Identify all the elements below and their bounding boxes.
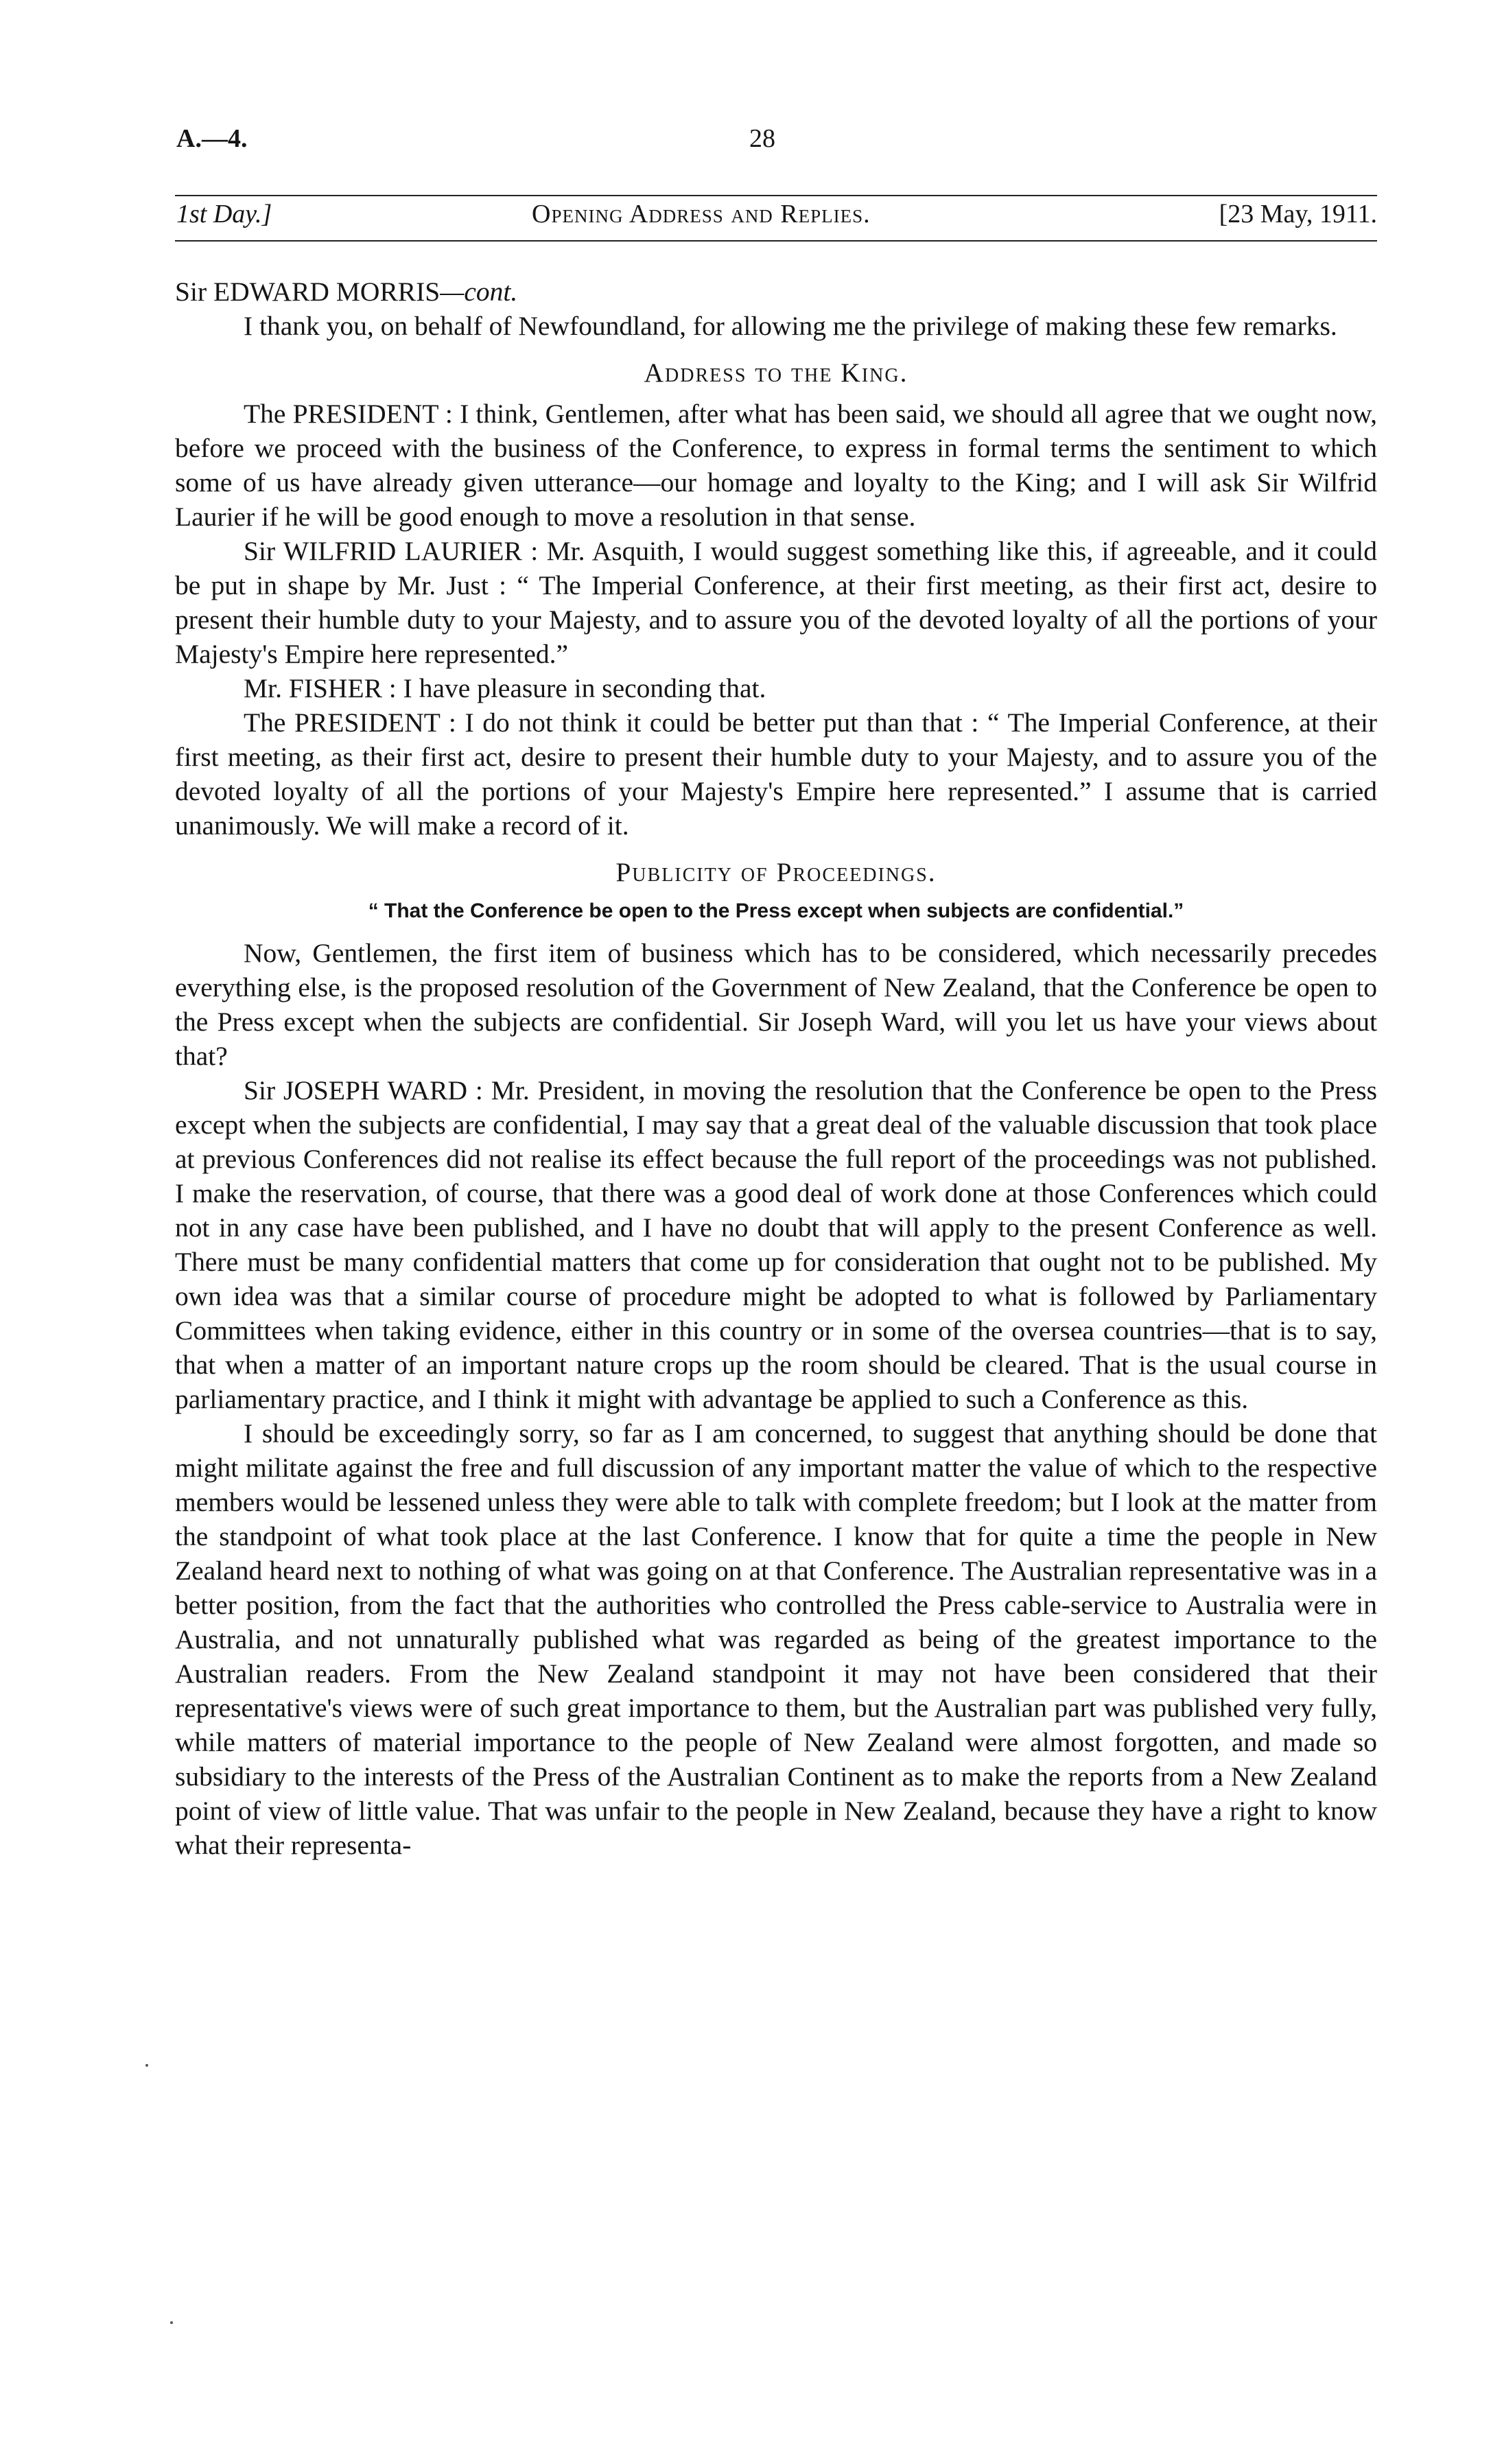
page-number: 28 [749, 124, 775, 153]
speaker-label: The PRESIDENT : [244, 707, 456, 738]
speaker-label: Mr. FISHER : [244, 673, 397, 703]
speaker-label: The PRESIDENT : [244, 399, 453, 429]
continued-speaker-name: Sir EDWARD MORRIS [175, 277, 441, 307]
document-page [175, 117, 1377, 1862]
paragraph-ward-2: I should be exceedingly sorry, so far as I am concerned, to suggest that anything should be done that might militate against the free and full discussion of any important matter the value of which to the respective members would be lessened unless they were able to talk with complete freedom; but I look at the matter from the standpoint of what took place at the last Conference. I know that for quite a time the people in New Zealand heard next to nothing of what was going on at that Conference. The Australian representative was in a better position, from the fact that the authorities who controlled the Press cable-service to Australia were in Australia, and not unnaturally published what was regarded as being of the greatest importance to the Australian readers. From the New Zealand standpoint it may not have been considered that their representative's views were of such great importance to them, but the Australian part was published very fully, while matters of material importance to the people of New Zealand were almost forgotten, and made so subsidiary to the interests of the Press of the Australian Continent as to make the reports from a New Zealand point of view of little value. That was unfair to the people in New Zealand, because they have a right to know what their representa- [175, 1418, 1377, 1860]
page-body [175, 274, 1377, 1862]
header-rule-bottom [175, 240, 1377, 242]
speech-text: Mr. President, in moving the resolution that the Conference be open to the Press except when the subjects are confidential, I may say that a great deal of the valuable discussion that took place at previous Conferences did not realise its effect because the full report of the proceedings was not published. I make the reservation, of course, that there was a good deal of work done at those Conferences which could not in any case have been published, and I have no doubt that will apply to the present Conference as well. There must be many confidential matters that come up for consideration that ought not to be published. My own idea was that a similar course of procedure might be adopted to what is followed by Parliamentary Committees when taking evidence, either in this country or in some of the oversea countries—that is to say, that when a matter of an important nature crops up the room should be cleared. That is the usual course in parliamentary practice, and I think it might with advantage be applied to such a Conference as this. [175, 1075, 1377, 1414]
margin-speck [145, 2064, 148, 2067]
continued-marker: —cont. [440, 277, 518, 307]
running-title: Opening Address and Replies. [532, 200, 871, 228]
document-code: A.—4. [176, 124, 248, 153]
speaker-label: Sir JOSEPH WARD : [244, 1075, 483, 1105]
paragraph-president-1 [175, 397, 1377, 534]
day-label: 1st Day.] [176, 200, 272, 228]
paragraph-fisher [175, 671, 1377, 705]
margin-speck [170, 2321, 173, 2324]
resolution-text: “ That the Conference be open to the Press except when subjects are confidential.” [368, 900, 1184, 922]
paragraph-laurier [175, 534, 1377, 671]
continued-speaker-heading [175, 274, 1377, 309]
speech-text: Mr. Asquith, I would suggest something like this, if agreeable, and it could be put in shape by Mr. Just : “ The Imperial Conference, at their first meeting, as their first act, desire to present their humble duty to your Majesty, and to assure you of the devoted loyalty of all the portions of your Majesty's Empire here represented.” [175, 536, 1377, 669]
running-header [175, 195, 1377, 244]
header-rule-top [175, 195, 1377, 196]
paragraph-closing-remarks: I thank you, on behalf of Newfoundland, for allowing me the privilege of making these few remarks. [244, 311, 1337, 341]
page-identifier-row [175, 117, 1377, 165]
paragraph-president-3: Now, Gentlemen, the first item of business which has to be considered, which necessarily precedes everything else, is the proposed resolution of the Government of New Zealand, that the Conference be open to the Press except when the subjects are confidential. Sir Joseph Ward, will you let us have your views about that? [175, 938, 1377, 1071]
speech-text: I think, Gentlemen, after what has been said, we should all agree that we ought now, before we proceed with the business of the Conference, to express in formal terms the sentiment to which some of us have already given utterance—our homage and loyalty to the King; and I will ask Sir Wilfrid Laurier if he will be good enough to move a resolution in that sense. [175, 399, 1378, 532]
section-heading-address: Address to the King. [644, 357, 908, 388]
paragraph-president-2 [175, 705, 1377, 843]
date-label: [23 May, 1911. [1219, 200, 1377, 228]
paragraph-ward-1 [175, 1073, 1377, 1416]
section-heading-publicity: Publicity of Proceedings. [615, 857, 937, 887]
speaker-label: Sir WILFRID LAURIER : [244, 536, 539, 566]
speech-text: I do not think it could be better put than that : “ The Imperial Conference, at their first meeting, as their first act, desire to present their humble duty to your Majesty, and to assure you of the devoted loyalty of all the portions of your Majesty's Empire here represented.” I assume that is carried unanimously. We will make a record of it. [175, 707, 1378, 841]
speech-text: I have pleasure in seconding that. [403, 673, 766, 703]
